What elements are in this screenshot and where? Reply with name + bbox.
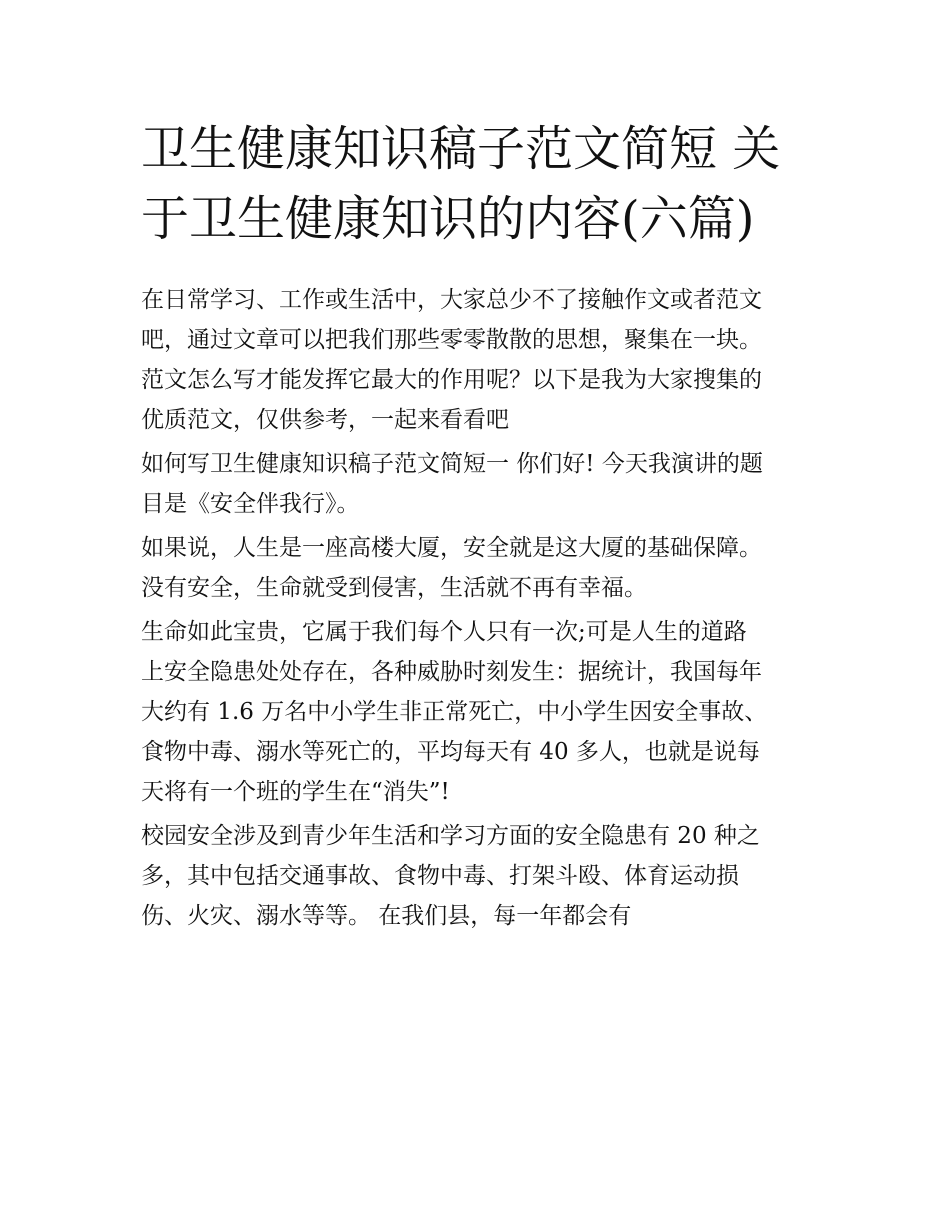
paragraph-intro [141, 280, 821, 440]
text-line: 上安全隐患处处存在，各种威胁时刻发生：据统计，我国每年 [141, 659, 762, 685]
text-line: 如果说，人生是一座高楼大厦，安全就是这大厦的基础保障。 [141, 535, 762, 561]
text-line: 校园安全涉及到青少年生活和学习方面的安全隐患有 20 种之 [141, 823, 760, 849]
text-line: 吧，通过文章可以把我们那些零零散散的思想，聚集在一块。 [141, 327, 762, 353]
text-line: 优质范文，仅供参考，一起来看看吧 [141, 407, 509, 433]
title-line: 卫生健康知识稿子范文简短 关 [141, 121, 781, 177]
text-line: 范文怎么写才能发挥它最大的作用呢？以下是我为大家搜集的 [141, 367, 762, 393]
text-line: 没有安全，生命就受到侵害，生活就不再有幸福。 [141, 575, 647, 601]
text-line: 在日常学习、工作或生活中，大家总少不了接触作文或者范文 [141, 287, 762, 313]
text-line: 生命如此宝贵，它属于我们每个人只有一次;可是人生的道路 [141, 619, 747, 645]
text-line: 如何写卫生健康知识稿子范文简短一 你们好! 今天我演讲的题 [141, 451, 763, 477]
document-body [141, 280, 821, 940]
text-line: 大约有 1.6 万名中小学生非正常死亡，中小学生因安全事故、 [141, 699, 768, 725]
paragraph-safety-foundation [141, 528, 821, 608]
text-line: 食物中毒、溺水等死亡的，平均每天有 40 多人，也就是说每 [141, 739, 760, 765]
paragraph-speech-opening [141, 444, 821, 524]
document-title [141, 114, 821, 254]
text-line: 伤、火灾、溺水等等。 在我们县，每一年都会有 [141, 903, 632, 929]
text-line: 天将有一个班的学生在“消失”! [141, 779, 450, 805]
paragraph-campus-safety [141, 816, 821, 936]
text-line: 多，其中包括交通事故、食物中毒、打架斗殴、体育运动损 [141, 863, 739, 889]
title-line: 于卫生健康知识的内容(六篇) [141, 191, 755, 247]
text-line: 目是《安全伴我行》。 [141, 491, 360, 517]
paragraph-statistics [141, 612, 821, 812]
